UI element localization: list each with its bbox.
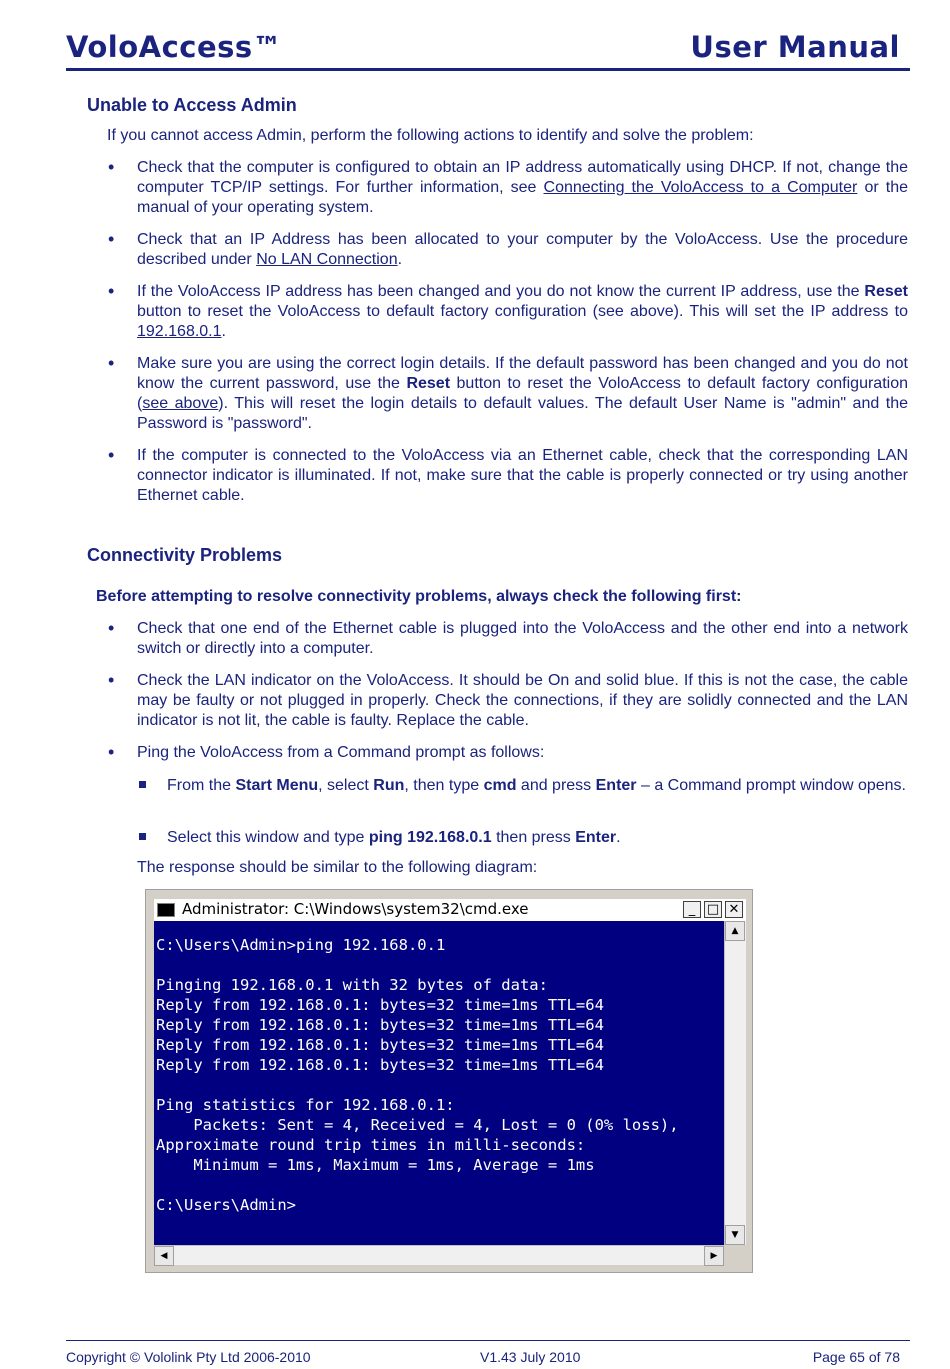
square-bullet: [139, 833, 146, 840]
page-footer: [66, 1340, 910, 1365]
bullet-ping: Ping the VoloAccess from a Command prompt as follows:: [137, 744, 545, 761]
cmd-window: [145, 889, 753, 1273]
vertical-scrollbar[interactable]: [724, 921, 746, 1245]
scroll-right-icon[interactable]: ▶: [704, 1246, 724, 1266]
cmd-window-title: Administrator: C:\Windows\system32\cmd.exe: [182, 900, 529, 918]
cmd-console-output[interactable]: C:\Users\Admin>ping 192.168.0.1 Pinging 192.168.0.1 with 32 bytes of data: Reply from 192.168.0.1: bytes=32 time=1ms TTL=64 Reply from 192.168.0.1: bytes=32 time=1ms TTL=64 Reply from 192.168.0.1: bytes=32 time=1ms TTL=64 Reply from 192.168.0.1: bytes=32 time=1ms TTL=64 Ping statistics for 192.168.0.1: Packets: Sent = 4, Received = 4, Lost = 0 (0% loss), Approximate round trip times in milli-seconds: Minimum = 1ms, Maximum = 1ms, Average = 1ms C:\Users\Admin>: [154, 921, 724, 1245]
brand-title: VoloAccess™: [66, 30, 283, 64]
bullet-dot: •: [108, 742, 115, 762]
link-no-lan-connection[interactable]: No LAN Connection: [256, 251, 398, 268]
bullet-ethernet-indicator: If the computer is connected to the VoloAccess via an Ethernet cable, check that the corresponding LAN connector indicator is illuminated. If not, make sure that the cable is properly connected or try using another Ethernet cable.: [137, 447, 908, 504]
bullet-ip-allocated: Check that an IP Address has been allocated to your computer by the VoloAccess. Use the procedure described under No LAN Connection.: [137, 231, 908, 268]
section-title-connectivity: Connectivity Problems: [87, 545, 283, 565]
sub-bullet-start-menu: From the Start Menu, select Run, then type cmd and press Enter – a Command prompt window opens.: [167, 777, 906, 794]
bullet-ip-changed: If the VoloAccess IP address has been changed and you do not know the current IP address, use the Reset button to reset the VoloAccess to default factory configuration (see above). This will set the IP address to 192.168.0.1.: [137, 283, 908, 340]
footer-version: V1.43 July 2010: [480, 1349, 581, 1365]
maximize-icon[interactable]: □: [704, 901, 722, 918]
bullet-dot: •: [108, 445, 115, 465]
section2-lead: Before attempting to resolve connectivity problems, always check the following first:: [96, 588, 742, 605]
bullet-login-details: Make sure you are using the correct login details. If the default password has been changed and you do not know the current password, use the Reset button to reset the VoloAccess to default factory configuration (see above). This will reset the login details to default values. The default User Name is "admin" and the Password is "password".: [137, 355, 909, 432]
manual-title: User Manual: [690, 30, 900, 64]
section-title-unable-access: Unable to Access Admin: [87, 95, 297, 115]
sub-bullet-type-ping: Select this window and type ping 192.168.0.1 then press Enter.: [167, 829, 621, 846]
link-see-above[interactable]: see above: [142, 395, 219, 412]
bullet-dot: •: [108, 281, 115, 301]
link-ip-address[interactable]: 192.168.0.1: [137, 323, 222, 340]
cmd-titlebar: [154, 899, 746, 921]
section1-intro: If you cannot access Admin, perform the following actions to identify and solve the problem:: [107, 127, 754, 144]
bullet-dot: •: [108, 353, 115, 373]
footer-copyright: Copyright © Vololink Pty Ltd 2006-2010: [66, 1349, 311, 1365]
scroll-up-icon[interactable]: ▲: [725, 921, 745, 941]
page-header: [66, 28, 910, 71]
scroll-down-icon[interactable]: ▼: [725, 1225, 745, 1245]
minimize-icon[interactable]: _: [683, 901, 701, 918]
footer-page-number: Page 65 of 78: [812, 1349, 900, 1365]
bullet-dot: •: [108, 157, 115, 177]
bullet-dot: •: [108, 618, 115, 638]
cmd-app-icon: [157, 903, 175, 917]
resize-grip-icon[interactable]: [724, 1245, 746, 1265]
bullet-cable-plugged: Check that one end of the Ethernet cable is plugged into the VoloAccess and the other end into a network switch or directly into a computer.: [137, 620, 908, 657]
bullet-lan-indicator: Check the LAN indicator on the VoloAccess. It should be On and solid blue. If this is not the case, the cable may be faulty or not plugged in properly. Check the connections, if they are solidly connected and the LAN indicator is not lit, the cable is faulty. Replace the cable.: [137, 672, 908, 729]
bullet-dot: •: [108, 670, 115, 690]
bullet-dhcp: Check that the computer is configured to obtain an IP address automatically using DHCP. If not, change the computer TCP/IP settings. For further information, see Connecting the VoloAccess to a Computer or the manual of your operating system.: [137, 159, 909, 216]
bullet-dot: •: [108, 229, 115, 249]
square-bullet: [139, 781, 146, 788]
response-note: The response should be similar to the following diagram:: [137, 859, 538, 876]
close-icon[interactable]: ✕: [725, 901, 743, 918]
scroll-left-icon[interactable]: ◀: [154, 1246, 174, 1266]
horizontal-scrollbar[interactable]: [154, 1245, 724, 1265]
link-connecting-computer[interactable]: Connecting the VoloAccess to a Computer: [543, 179, 858, 196]
